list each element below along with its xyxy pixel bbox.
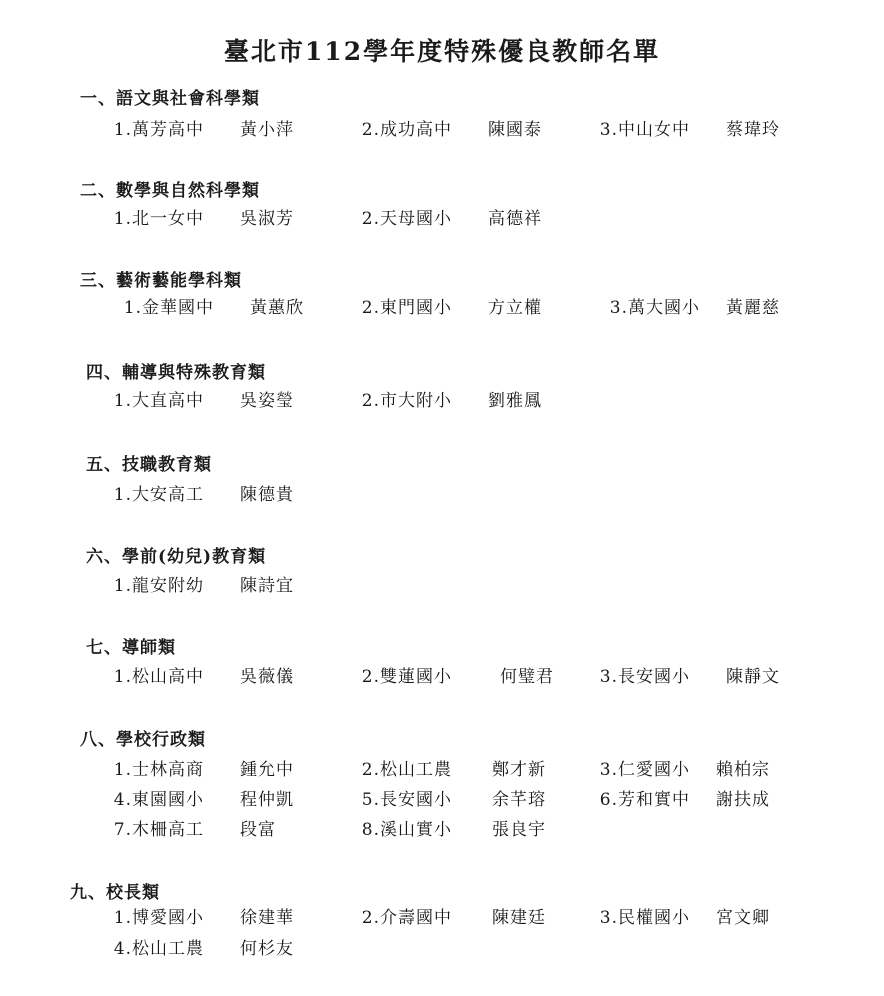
entry-number: 6.	[599, 790, 618, 810]
entry-school: 長安國小	[618, 667, 690, 687]
list-item	[598, 115, 780, 140]
category-heading: 六、學前(幼兒)教育類	[86, 547, 267, 567]
entry-school: 東園國小	[132, 790, 204, 810]
list-item	[360, 386, 542, 411]
entry-school: 士林高商	[132, 760, 204, 780]
entry-number: 2.	[361, 908, 380, 928]
entry-teacher: 陳詩宜	[240, 576, 294, 596]
entry-number: 3.	[599, 667, 618, 687]
list-item	[112, 115, 294, 140]
list-item	[112, 571, 294, 596]
entry-number: 2.	[361, 760, 380, 780]
list-item	[112, 934, 294, 959]
entry-school: 天母國小	[380, 209, 452, 229]
list-item	[112, 755, 294, 780]
category-heading: 一、語文與社會科學類	[80, 89, 260, 109]
entry-number: 1.	[113, 908, 132, 928]
page-title: 臺北市112學年度特殊優良教師名單	[223, 37, 661, 66]
entry-school: 萬大國小	[628, 298, 700, 318]
entry-teacher: 何璧君	[500, 667, 554, 687]
entry-teacher: 蔡瑋玲	[726, 120, 780, 140]
entry-teacher: 謝扶成	[716, 790, 770, 810]
entry-school: 大直高中	[132, 391, 204, 411]
list-item	[360, 815, 546, 840]
entry-teacher: 陳靜文	[726, 667, 780, 687]
entry-number: 3.	[599, 908, 618, 928]
entry-school: 北一女中	[132, 209, 204, 229]
category-heading: 八、學校行政類	[80, 730, 206, 750]
entry-school: 民權國小	[618, 908, 690, 928]
entry-school: 木柵高工	[132, 820, 204, 840]
entry-number: 8.	[361, 820, 380, 840]
entry-teacher: 余芊瑢	[492, 790, 546, 810]
entry-teacher: 徐建華	[240, 908, 294, 928]
category-heading: 三、藝術藝能學科類	[80, 271, 242, 291]
entry-number: 3.	[599, 120, 618, 140]
entry-number: 1.	[113, 391, 132, 411]
entry-number: 1.	[113, 760, 132, 780]
list-item	[360, 662, 554, 687]
entry-school: 長安國小	[380, 790, 452, 810]
entry-school: 龍安附幼	[132, 576, 204, 596]
entry-number: 4.	[113, 939, 132, 959]
entry-teacher: 何杉友	[240, 939, 294, 959]
entry-number: 4.	[113, 790, 132, 810]
category-heading: 七、導師類	[86, 638, 176, 658]
entry-number: 7.	[113, 820, 132, 840]
entry-number: 2.	[361, 298, 380, 318]
entry-teacher: 黃小萍	[240, 120, 294, 140]
entry-number: 1.	[123, 298, 142, 318]
list-item	[112, 903, 294, 928]
entry-school: 仁愛國小	[618, 760, 690, 780]
entry-teacher: 黃麗慈	[726, 298, 780, 318]
entry-number: 1.	[113, 120, 132, 140]
entry-school: 萬芳高中	[132, 120, 204, 140]
list-item	[112, 662, 294, 687]
entry-school: 溪山實小	[380, 820, 452, 840]
entry-school: 松山工農	[380, 760, 452, 780]
list-item	[360, 115, 542, 140]
list-item	[360, 204, 542, 229]
entry-number: 1.	[113, 576, 132, 596]
category-heading: 五、技職教育類	[86, 455, 212, 475]
entry-school: 大安高工	[132, 485, 204, 505]
entry-teacher: 陳德貴	[240, 485, 294, 505]
list-item	[598, 785, 770, 810]
list-item	[360, 293, 542, 318]
entry-teacher: 張良宇	[492, 820, 546, 840]
entry-number: 2.	[361, 120, 380, 140]
entry-school: 雙蓮國小	[380, 667, 452, 687]
entry-teacher: 吳姿瑩	[240, 391, 294, 411]
category-heading: 四、輔導與特殊教育類	[86, 363, 266, 383]
entry-school: 芳和實中	[618, 790, 690, 810]
list-item	[360, 903, 546, 928]
entry-number: 2.	[361, 667, 380, 687]
list-item	[608, 293, 780, 318]
entry-teacher: 黃蕙欣	[250, 298, 304, 318]
entry-teacher: 陳建廷	[492, 908, 546, 928]
entry-number: 1.	[113, 667, 132, 687]
list-item	[598, 662, 780, 687]
list-item	[598, 755, 770, 780]
entry-school: 東門國小	[380, 298, 452, 318]
entry-number: 2.	[361, 391, 380, 411]
entry-teacher: 鄭才新	[492, 760, 546, 780]
entry-number: 3.	[599, 760, 618, 780]
list-item	[112, 480, 294, 505]
entry-teacher: 段富	[240, 820, 276, 840]
list-item	[360, 785, 546, 810]
category-heading: 九、校長類	[70, 883, 160, 903]
entry-number: 1.	[113, 485, 132, 505]
entry-school: 市大附小	[380, 391, 452, 411]
entry-number: 3.	[609, 298, 628, 318]
entry-number: 1.	[113, 209, 132, 229]
entry-teacher: 吳薇儀	[240, 667, 294, 687]
list-item	[360, 755, 546, 780]
entry-school: 博愛國小	[132, 908, 204, 928]
entry-teacher: 吳淑芳	[240, 209, 294, 229]
entry-teacher: 高德祥	[488, 209, 542, 229]
entry-teacher: 賴柏宗	[716, 760, 770, 780]
entry-teacher: 陳國泰	[488, 120, 542, 140]
list-item	[112, 815, 276, 840]
entry-teacher: 方立權	[488, 298, 542, 318]
entry-school: 中山女中	[618, 120, 690, 140]
list-item	[112, 785, 294, 810]
list-item	[122, 293, 304, 318]
entry-school: 介壽國中	[380, 908, 452, 928]
entry-school: 松山高中	[132, 667, 204, 687]
list-item	[112, 204, 294, 229]
entry-teacher: 鍾允中	[240, 760, 294, 780]
list-item	[112, 386, 294, 411]
entry-number: 2.	[361, 209, 380, 229]
entry-teacher: 程仲凱	[240, 790, 294, 810]
list-item	[598, 903, 770, 928]
entry-school: 成功高中	[380, 120, 452, 140]
entry-teacher: 宮文卿	[716, 908, 770, 928]
entry-school: 金華國中	[142, 298, 214, 318]
entry-school: 松山工農	[132, 939, 204, 959]
entry-number: 5.	[361, 790, 380, 810]
category-heading: 二、數學與自然科學類	[80, 181, 260, 201]
entry-teacher: 劉雅鳳	[488, 391, 542, 411]
